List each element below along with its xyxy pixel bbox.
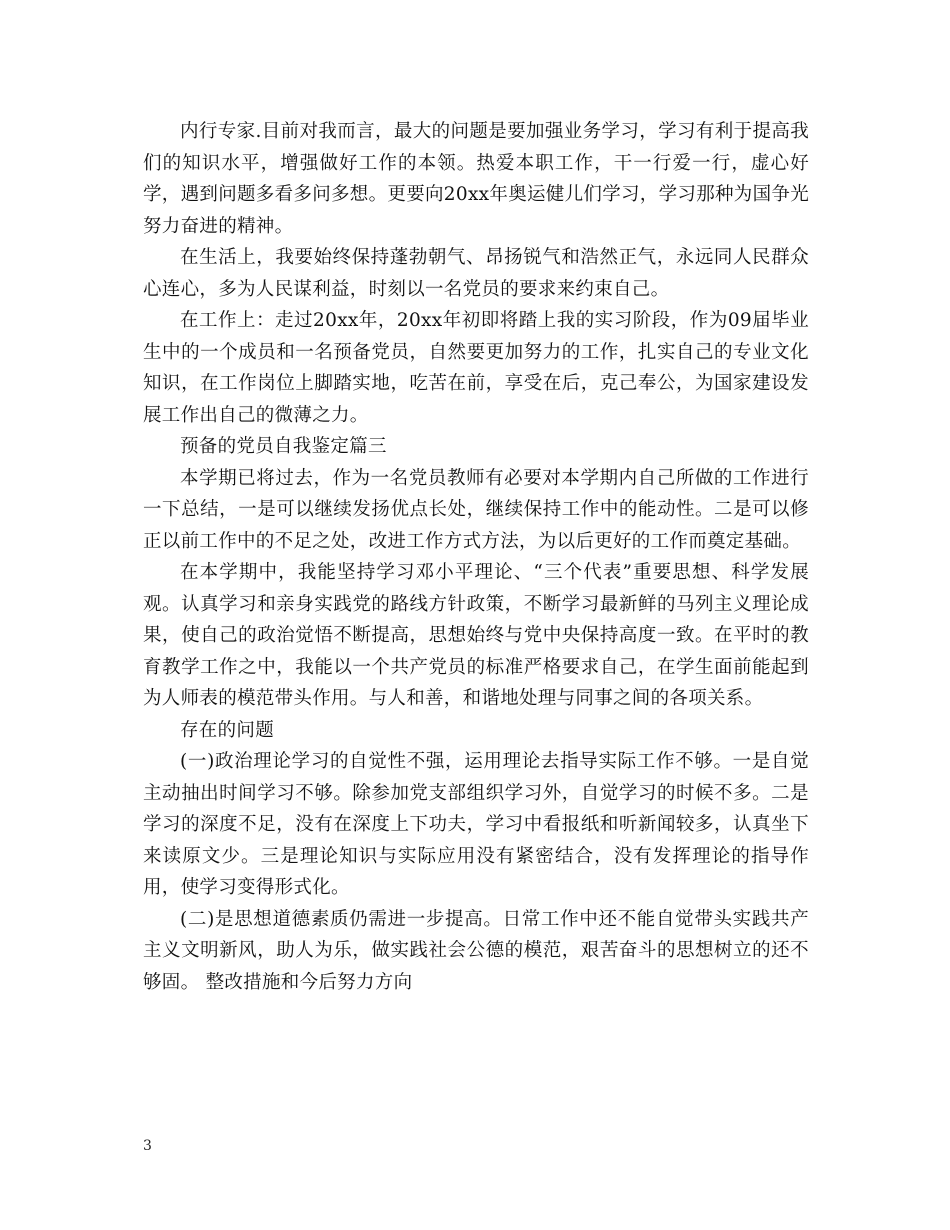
paragraph-6: (一)政治理论学习的自觉性不强，运用理论去指导实际工作不够。一是自觉主动抽出时间学习不够。除参加党支部组织学习外，自觉学习的时候不多。二是学习的深度不足，没有在深度上下功夫，学习中看报纸和听新闻较多，认真坐下来读原文少。三是理论知识与实际应用没有紧密结合，没有发挥理论的指导作用，使学习变得形式化。 [143, 751, 809, 898]
section-heading: 预备的党员自我鉴定篇三 [180, 436, 387, 457]
subsection-heading: 存在的问题 [180, 719, 275, 741]
paragraph-7: (二)是思想道德素质仍需进一步提高。日常工作中还不能自觉带头实践共产主义文明新风，助人为乐，做实践社会公德的模范，艰苦奋斗的思想树立的还不够固。 整改措施和今后努力方向 [143, 908, 809, 993]
document-body [143, 116, 809, 998]
paragraph-3: 在工作上：走过20xx年，20xx年初即将踏上我的实习阶段，作为09届毕业生中的一个成员和一名预备党员，自然要更加努力的工作，扎实自己的专业文化知识，在工作岗位上脚踏实地，吃苦在前，享受在后，克己奉公，为国家建设发展工作出自己的微薄之力。 [143, 310, 809, 426]
paragraph-4: 本学期已将过去，作为一名党员教师有必要对本学期内自己所做的工作进行一下总结，一是可以继续发扬优点长处，继续保持工作中的能动性。二是可以修正以前工作中的不足之处，改进工作方式方法，为以后更好的工作而奠定基础。 [143, 467, 809, 552]
paragraph-5: 在本学期中，我能坚持学习邓小平理论、“三个代表”重要思想、科学发展观。认真学习和亲身实践党的路线方针政策，不断学习最新鲜的马列主义理论成果，使自己的政治觉悟不断提高，思想始终与党中央保持高度一致。在平时的教育教学工作之中，我能以一个共产党员的标准严格要求自己，在学生面前能起到为人师表的模范带头作用。与人和善，和谐地处理与同事之间的各项关系。 [143, 562, 809, 709]
page-number: 3 [143, 1138, 152, 1154]
paragraph-1: 内行专家.目前对我而言，最大的问题是要加强业务学习，学习有利于提高我们的知识水平，增强做好工作的本领。热爱本职工作，干一行爱一行，虚心好学，遇到问题多看多问多想。更要向20xx年奥运健儿们学习，学习那种为国争光努力奋进的精神。 [143, 121, 810, 237]
paragraph-2: 在生活上，我要始终保持蓬勃朝气、昂扬锐气和浩然正气，永远同人民群众心连心，多为人民谋利益，时刻以一名党员的要求来约束自己。 [143, 247, 809, 300]
